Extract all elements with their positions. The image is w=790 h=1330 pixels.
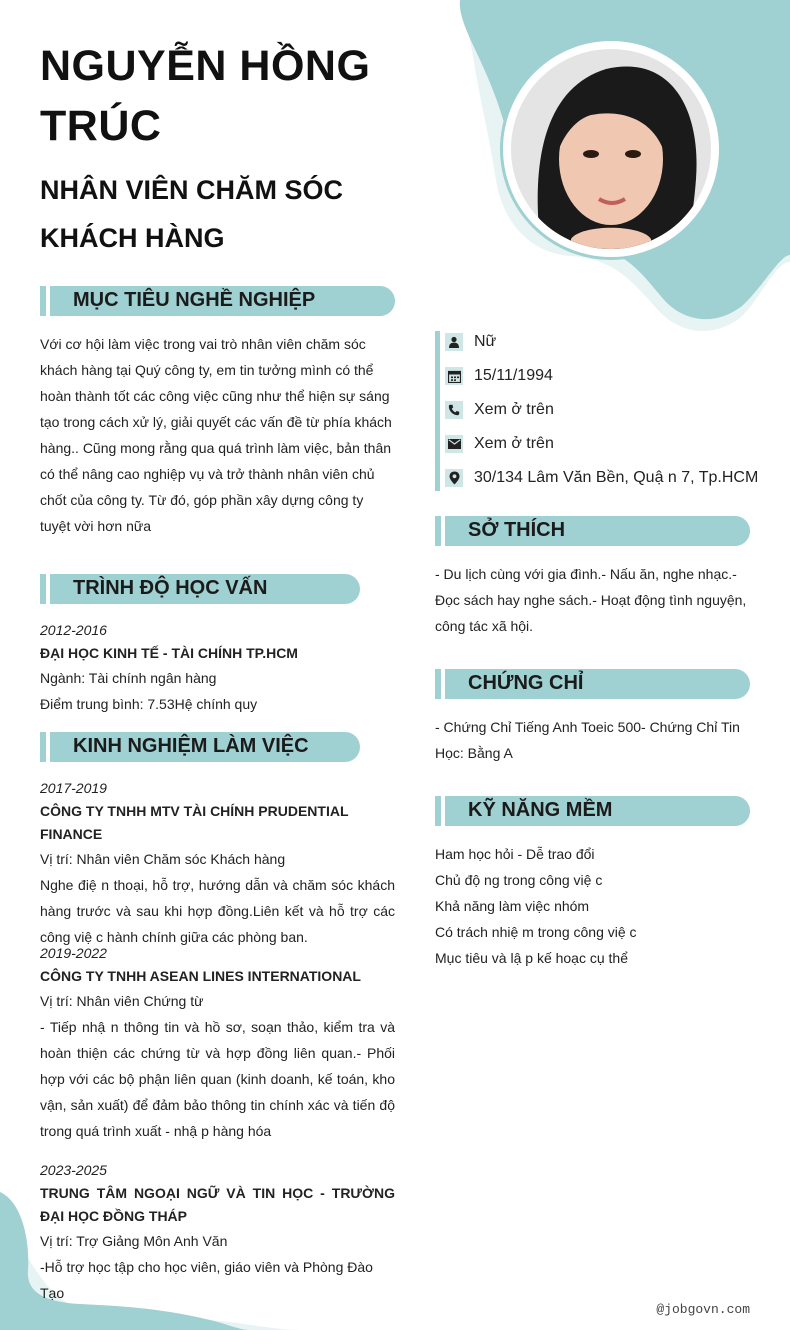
job-title: NHÂN VIÊN CHĂM SÓC KHÁCH HÀNG [40,175,344,253]
phone-value: Xem ở trên [474,401,554,418]
job-description: - Tiếp nhậ n thông tin và hồ sơ, soạn thảo, kiểm tra và hoàn thiện các chứng từ và hợp đồng liên quan.- Phối hợp với các bộ phận liên quan (kinh doanh, kế toán, kho vận, sản xuất) để đảm bảo thông tin chính xác và tiến độ trong quá trình xuất - nhậ p hàng hóa [40,1019,395,1139]
job-position: Vị trí: Trợ Giảng Môn Anh Văn [40,1233,228,1249]
job-period: 2017-2019 [40,780,107,796]
location-pin-icon [445,469,463,487]
job-position: Vị trí: Nhân viên Chăm sóc Khách hàng [40,851,286,867]
list-item: Khả năng làm việc nhóm [435,898,590,914]
contact-accent-bar [435,331,440,491]
section-header-certificates [445,669,750,699]
section-header-hobbies [445,516,750,546]
avatar [500,38,722,260]
list-item: Chủ độ ng trong công việ c [435,872,603,888]
section-header-objective [50,286,395,316]
experience-entry [40,778,395,950]
hobbies-text: - Du lịch cùng với gia đình.- Nấu ăn, nghe nhạc.- Đọc sách hay nghe sách.- Hoạt động tình nguyện, công tác xã hội. [435,566,747,634]
section-title: SỞ THÍCH [468,519,566,541]
soft-skills-list [435,841,750,971]
job-description: -Hỗ trợ học tập cho học viên, giáo viên và Phòng Đào Tạo [40,1259,373,1301]
objective-text: Với cơ hội làm việc trong vai trò nhân viên chăm sóc khách hàng tại Quý công ty, em tin tưởng mình có thể hoàn thành tốt các công việc cũng như thể hiện sự sáng tạo trong cách xử lý, giải quyết các vấn đề từ phía khách hàng.. Cũng mong rằng qua quá trình làm việc, bản thân có thể nâng cao nghiệp vụ và trở thành nhân viên chủ chốt của công ty. Từ đó, góp phần xây dựng công ty tuyệt vời hơn nữa [40,336,392,534]
watermark: @jobgovn.com [656,1302,750,1317]
company-name: CÔNG TY TNHH MTV TÀI CHÍNH PRUDENTIAL FINANCE [40,803,349,842]
job-position: Vị trí: Nhân viên Chứng từ [40,993,204,1009]
person-icon [445,333,463,351]
certificates-text: - Chứng Chỉ Tiếng Anh Toeic 500- Chứng Chỉ Tin Học: Bằng A [435,719,740,761]
birthday-value: 15/11/1994 [474,367,553,384]
experience-entry [40,943,395,1144]
education-entry [40,620,396,717]
education-period: 2012-2016 [40,622,107,638]
email-icon [445,435,463,453]
company-name: TRUNG TÂM NGOẠI NGỮ VÀ TIN HỌC - TRƯỜNG ĐẠI HỌC ĐỒNG THÁP [40,1185,395,1224]
experience-entry [40,1160,395,1306]
section-header-education [50,574,360,604]
address-value: 30/134 Lâm Văn Bền, Quậ n 7, Tp.HCM [474,469,759,486]
gender-value: Nữ [474,333,497,350]
calendar-icon [445,367,463,385]
list-item: Mục tiêu và lậ p kế hoạc cụ thể [435,950,628,966]
job-period: 2019-2022 [40,945,107,961]
email-value: Xem ở trên [474,435,554,452]
education-major: Ngành: Tài chính ngân hàng [40,670,217,686]
section-title: TRÌNH ĐỘ HỌC VẤN [73,577,268,599]
portrait-photo [511,49,711,249]
company-name: CÔNG TY TNHH ASEAN LINES INTERNATIONAL [40,968,361,984]
school-name: ĐẠI HỌC KINH TẾ - TÀI CHÍNH TP.HCM [40,645,298,661]
section-header-experience [50,732,360,762]
list-item: Ham học hỏi - Dễ trao đổi [435,846,595,862]
section-title: MỤC TIÊU NGHỀ NGHIỆP [73,289,316,311]
section-title: CHỨNG CHỈ [468,672,584,694]
section-title: KINH NGHIỆM LÀM VIỆC [73,735,309,757]
candidate-name: NGUYỄN HỒNG TRÚC [40,42,371,150]
section-header-soft-skills [445,796,750,826]
list-item: Có trách nhiệ m trong công việ c [435,924,637,940]
job-period: 2023-2025 [40,1162,107,1178]
education-gpa: Điểm trung bình: 7.53Hệ chính quy [40,696,258,712]
job-description: Nghe điệ n thoại, hỗ trợ, hướng dẫn và chăm sóc khách hàng trước và sau khi hợp đồng.Liên kết và hỗ trợ các công việ c hành chính giữa các phòng ban. [40,877,395,945]
phone-icon [445,401,463,419]
section-title: KỸ NĂNG MỀM [468,799,613,821]
